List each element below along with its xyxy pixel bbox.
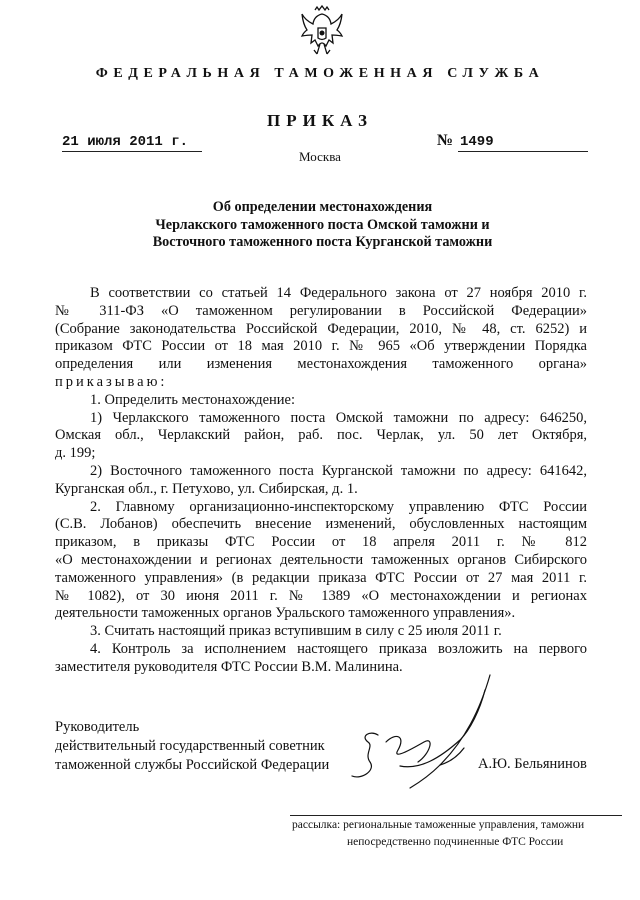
agency-name: ФЕДЕРАЛЬНАЯ ТАМОЖЕННАЯ СЛУЖБА (95, 66, 545, 81)
title-line: Черлакского таможенного поста Омской таможни и (155, 216, 490, 233)
signatory-role-line: таможенной службы Российской Федерации (55, 757, 330, 773)
body-line: «О местонахождении и регионах деятельности таможенных органов Сибирского (55, 551, 587, 568)
item-1: 1. Определить местонахождение: (90, 391, 296, 408)
body-line: В соответствии со статьей 14 Федерального закона от 27 ноября 2010 г. (90, 285, 587, 301)
body-line: Омская обл., Черлакский район, раб. пос. Черлак, ул. 50 лет Октября, (55, 427, 587, 444)
body-line: (С.В. Лобанов) обеспечить внесение изменений, обусловленных настоящим (55, 516, 587, 533)
body-line: № 1082), от 30 июня 2011 г. № 1389 «О местонахождении и регионах (55, 587, 587, 604)
signatory-name: А.Ю. Бельянинов (478, 756, 587, 772)
document-title (110, 199, 535, 252)
distribution-line: рассылка: региональные таможенные управления, таможни (292, 819, 585, 831)
body-line: 2. Главному организационно-инспекторскому управлению ФТС России (90, 498, 587, 515)
document-body (55, 285, 587, 677)
russian-emblem-icon (300, 4, 344, 58)
city: Москва (299, 149, 341, 164)
title-line: Восточного таможенного поста Курганской таможни (152, 234, 493, 250)
order-word: приказываю: (55, 373, 168, 390)
body-line: заместителя руководителя ФТС России В.М. Малинина. (55, 658, 403, 675)
order-date: 21 июля 2011 г. (62, 134, 202, 152)
signatory-title (55, 718, 329, 775)
signatory-role-line: действительный государственный советник (55, 738, 325, 754)
document-type: ПРИКАЗ (267, 111, 373, 130)
number-label: № (437, 132, 454, 149)
body-line: приказом, в приказы ФТС России от 18 апреля 2011 г. № 812 (55, 534, 587, 551)
body-line: 2) Восточного таможенного поста Курганской таможни по адресу: 641642, (90, 462, 587, 479)
body-line: № 311-ФЗ «О таможенном регулировании в Российской Федерации» (55, 302, 587, 319)
distribution-line: непосредственно подчиненные ФТС России (347, 836, 564, 848)
body-line: таможенного управления» (в редакции приказа ФТС России от 27 мая 2011 г. (55, 569, 587, 586)
order-number: 1499 (458, 134, 588, 152)
signatory-role-line: Руководитель (55, 719, 140, 735)
body-line: Курганская обл., г. Петухово, ул. Сибирская, д. 1. (55, 480, 358, 497)
body-line: 4. Контроль за исполнением настоящего приказа возложить на первого (90, 640, 587, 657)
body-line: определения или изменения местонахождения таможенного органа» (55, 356, 587, 373)
handwritten-signature (340, 670, 530, 800)
item-3: 3. Считать настоящий приказ вступившим в силу с 25 июля 2011 г. (90, 623, 502, 640)
distribution-divider (290, 815, 622, 816)
body-line: деятельности таможенных органов Уральского таможенного управления». (55, 605, 516, 622)
title-line: Об определении местонахождения (212, 199, 433, 215)
body-line: приказом ФТС России от 18 мая 2010 г. № 965 «Об утверждении Порядка (55, 338, 587, 355)
body-line: (Собрание законодательства Российской Федерации, 2010, № 48, ст. 6252) и (55, 320, 587, 337)
body-line: 1) Черлакского таможенного поста Омской таможни по адресу: 646250, (90, 409, 587, 426)
body-line: д. 199; (55, 445, 96, 462)
